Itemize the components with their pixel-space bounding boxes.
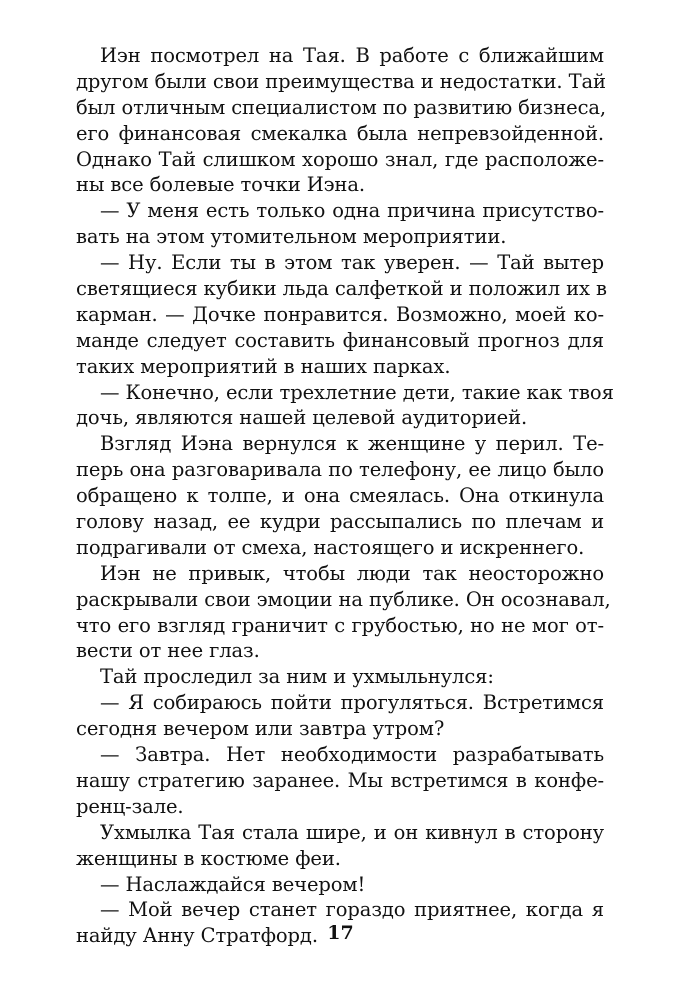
paragraph [76,250,607,379]
text-line: таких мероприятий в наших парках. [76,354,451,378]
text-line: его финансовая смекалка была непревзойденной. [76,121,604,145]
text-line: нашу стратегию заранее. Мы встретимся в конфе- [76,768,604,792]
text-line: Ухмылка Тая стала шире, и он кивнул в сторону [100,820,604,844]
text-line: — Ну. Если ты в этом так уверен. — Тай вытер [100,251,604,275]
page-number: 17 [327,922,354,944]
text-line: Однако Тай слишком хорошо знал, где расположе- [76,147,604,171]
text-line: голову назад, ее кудри рассыпались по плечам и [76,510,604,534]
text-line: — Мой вечер станет гораздо приятнее, когда я [100,898,604,922]
paragraph [76,380,614,432]
text-line: — Я собираюсь пойти прогуляться. Встретимся [100,691,604,715]
text-line: раскрывали свои эмоции на публике. Он осознавал, [76,587,611,611]
text-line: найду Анну Стратфорд. [76,924,318,948]
text-line: Иэн посмотрел на Тая. В работе с ближайшим [100,44,604,67]
text-line: перь она разговаривала по телефону, ее лицо было [76,458,604,482]
text-line: — Наслаждайся вечером! [100,872,366,896]
paragraph [76,431,604,560]
text-line: — У меня есть только одна причина присутство- [100,199,604,223]
text-line: вести от нее глаз. [76,639,260,663]
text-line: Взгляд Иэна вернулся к женщине у перил. Те- [100,432,604,456]
text-line: вать на этом утомительном мероприятии. [76,225,507,249]
text-line: манде следует составить финансовый прогноз для [76,328,604,352]
text-line: карман. — Дочке понравится. Возможно, моей ко- [76,302,604,326]
paragraph [76,872,604,898]
text-line: Тай проследил за ним и ухмыльнулся: [100,665,494,689]
text-line: что его взгляд граничит с грубостью, но не мог от- [76,613,604,637]
text-line: был отличным специалистом по развитию бизнеса, [76,95,607,119]
text-line: ны все болевые точки Иэна. [76,173,365,197]
paragraph [76,198,604,250]
text-line: — Завтра. Нет необходимости разрабатывать [100,743,604,767]
paragraph [76,43,607,198]
text-line: дочь, являются нашей целевой аудиторией. [76,406,528,430]
paragraph [76,690,604,742]
paragraph [76,742,604,820]
text-line: сегодня вечером или завтра утром? [76,717,445,741]
text-line: — Конечно, если трехлетние дети, такие как твоя [100,380,614,404]
text-line: другом были свои преимущества и недостатки. Тай [76,69,606,93]
text-line: подрагивали от смеха, настоящего и искреннего. [76,535,585,559]
text-line: светящиеся кубики льда салфеткой и положил их в [76,277,607,301]
paragraph [76,820,604,872]
text-line: Иэн не привык, чтобы люди так неосторожно [100,561,604,585]
paragraph [76,561,611,665]
body-text [76,43,614,949]
paragraph [76,664,604,690]
text-line: ренц-зале. [76,794,184,818]
text-line: обращено к толпе, и она смеялась. Она откинула [76,484,604,508]
text-line: женщины в костюме феи. [76,846,341,870]
